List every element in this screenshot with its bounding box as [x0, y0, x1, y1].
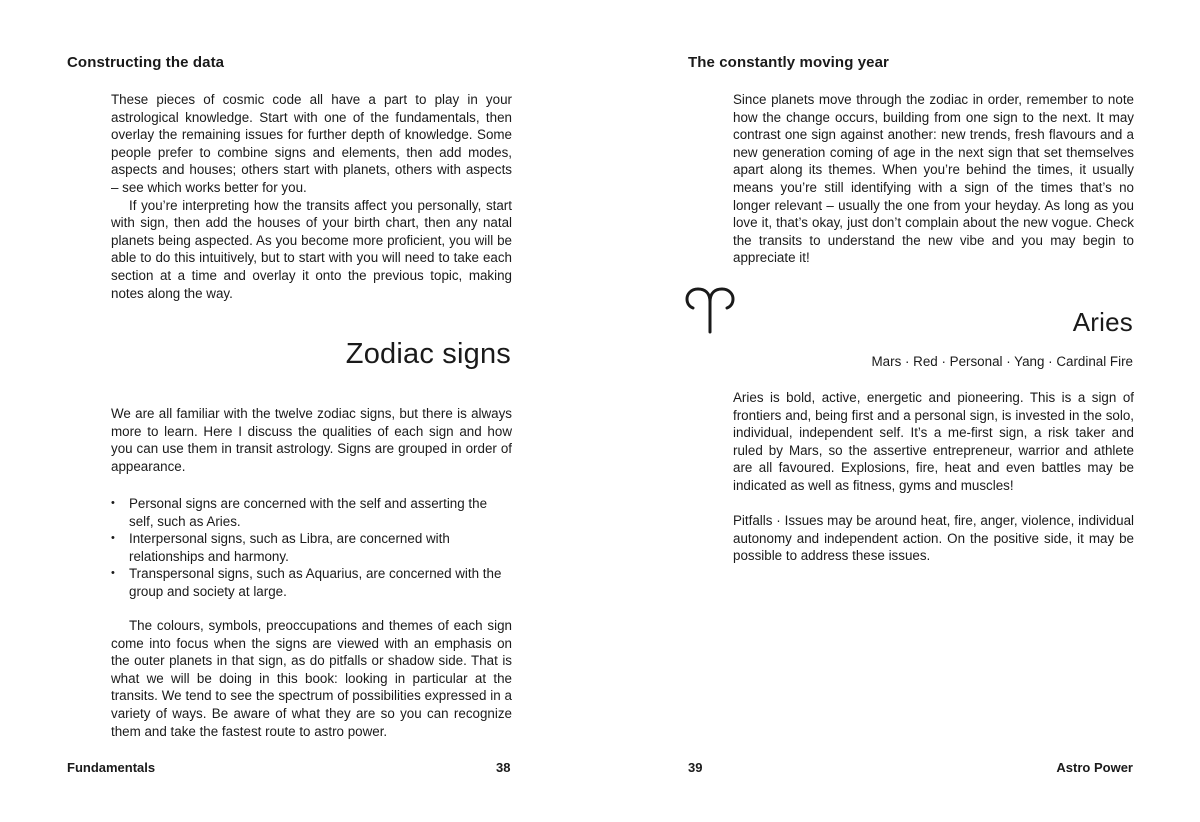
paragraph: Aries is bold, active, energetic and pioneering. This is a sign of frontiers and, being first and a personal sign, is invested in the solo, individual, independent self. It’s a me-first sign, a risk taker and ruled by Mars, so the assertive entrepreneur, warrior and athlete are all favoured. Explosions, fire, heat and even battles may be indicated as well as fitness, gyms and muscles!	[733, 390, 1134, 493]
pitfalls-text	[733, 512, 1134, 565]
sign-keywords: Mars · Red · Personal · Yang · Cardinal Fire	[871, 354, 1133, 369]
running-head: Constructing the data	[67, 54, 225, 71]
paragraph	[733, 512, 1134, 565]
sign-groups-list	[111, 495, 512, 601]
aries-description	[733, 389, 1134, 495]
list-item: • Transpersonal signs, such as Aquarius, are concerned with the group and society at large.	[111, 565, 512, 600]
closing-text	[111, 617, 512, 740]
paragraph: If you’re interpreting how the transits affect you personally, start with sign, then add the houses of your birth chart, then any natal planets being aspected. As you become more proficient, you will be able to do this intuitively, but to start with you will need to take each section at a time and overlay it onto the previous topic, making notes along the way.	[111, 197, 512, 301]
page-number: 38	[496, 760, 511, 775]
pitfalls-body: · Issues may be around heat, fire, anger, violence, individual autonomy and independent action. On the positive side, it may be possible to address these issues.	[733, 513, 1134, 564]
paragraph: The colours, symbols, preoccupations and themes of each sign come into focus when the signs are viewed with an emphasis on the outer planets in that sign, as do pitfalls or shadow side. That is what we will be doing in this book: looking in particular at the transits. We tend to see the spectrum of possibilities expressed in a variety of ways. Be aware of what they are so you can recognize them and take the fastest route to astro power.	[111, 618, 512, 739]
section-title: Aries	[1072, 307, 1133, 337]
paragraph: Since planets move through the zodiac in order, remember to note how the change occurs, building from one sign to the next. It may contrast one sign against another: new trends, fresh flavours and a new generation coming of age in the next sign that set themselves apart along its themes. When you’re behind the times, it usually means you’re still identifying with a sign of the times that’s no longer relevant – usually the one from your heyday. As long as you love it, that’s okay, just don’t complain about the new vogue. Check the transits to understand the new vibe and you may begin to appreciate it!	[733, 92, 1134, 266]
list-item: • Personal signs are concerned with the self and asserting the self, such as Aries.	[111, 495, 512, 530]
section-title: Zodiac signs	[345, 338, 511, 370]
list-item: • Interpersonal signs, such as Libra, are concerned with relationships and harmony.	[111, 530, 512, 565]
footer-label: Fundamentals	[67, 760, 156, 775]
aries-glyph-icon	[684, 286, 736, 336]
zodiac-intro-text	[111, 405, 512, 475]
page-number: 39	[688, 760, 703, 775]
right-page	[600, 0, 1200, 822]
intro-text	[111, 91, 512, 302]
paragraph: We are all familiar with the twelve zodiac signs, but there is always more to learn. Here I discuss the qualities of each sign and how you can use them in transit astrology. Signs are grouped in order of appearance.	[111, 406, 512, 474]
pitfalls-label: Pitfalls	[733, 513, 773, 528]
moving-year-text	[733, 91, 1134, 267]
running-head: The constantly moving year	[688, 54, 889, 71]
footer-label: Astro Power	[1056, 760, 1133, 775]
paragraph: These pieces of cosmic code all have a part to play in your astrological knowledge. Start with one of the fundamentals, then overlay the remaining issues for further depth of knowledge. Some people prefer to combine signs and elements, then add modes, aspects and houses; others start with planets, others with aspects – see which works better for you.	[111, 92, 512, 195]
